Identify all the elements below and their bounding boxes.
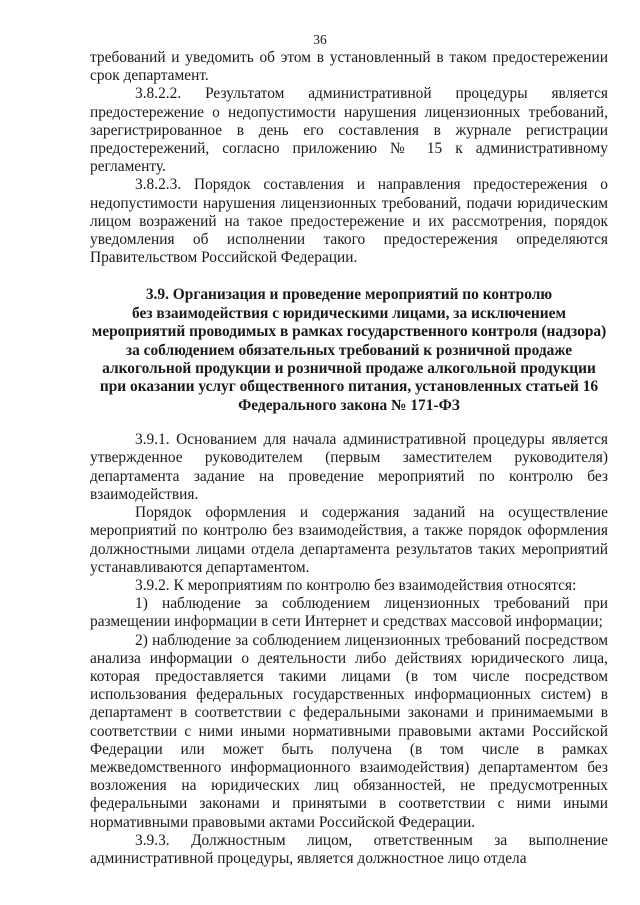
heading-line: алкогольной продукции и розничной продаже алкогольной продукции <box>102 360 596 378</box>
paragraph-3-9-3: 3.9.3. Должностным лицом, ответственным за выполнение административной процедуры, является должностное лицо отдела <box>90 831 608 867</box>
section-heading-3-9 <box>90 286 608 415</box>
paragraph-3-8-2-3: 3.8.2.3. Порядок составления и направления предостережения о недопустимости нарушения лицензионных требований, подачи юридическим лицом возражений на такое предостережение и их рассмотрения, порядок уведомления об исполнении такого предостережения определяются Правительством Российской Федерации. <box>90 176 608 267</box>
heading-line: 3.9. Организация и проведение мероприятий по контролю <box>145 286 553 304</box>
document-body <box>90 49 608 868</box>
heading-line: при оказании услуг общественного питания, установленных статьей 16 <box>99 378 599 396</box>
page-number: 36 <box>313 32 327 47</box>
list-item-1: 1) наблюдение за соблюдением лицензионных требований при размещении информации в сети Интернет и средствах массовой информации; <box>90 595 608 631</box>
paragraph-3-8-2-2: 3.8.2.2. Результатом административной процедуры является предостережение о недопустимости нарушения лицензионных требований, зарегистрированное в день его составления в журнале регистрации предостережений, согласно приложению № 15 к административному регламенту. <box>90 85 608 176</box>
paragraph-procedure-order: Порядок оформления и содержания заданий на осуществление мероприятий по контролю без взаимодействия, а также порядок оформления должностными лицами отдела департамента результатов таких мероприятий устанавливаются департаментом. <box>90 504 608 576</box>
heading-line: без взаимодействия с юридическими лицами, за исключением <box>132 304 566 322</box>
paragraph-3-9-1: 3.9.1. Основанием для начала административной процедуры является утвержденное руководителем (первым заместителем руководителя) департамента задание на проведение мероприятий по контролю без взаимодействия. <box>90 431 608 503</box>
heading-line: мероприятий проводимых в рамках государственного контроля (надзора) <box>91 323 607 341</box>
paragraph-continuation: требований и уведомить об этом в установленный в таком предостережении срок департамент. <box>90 49 608 85</box>
list-item-2: 2) наблюдение за соблюдением лицензионных требований посредством анализа информации о деятельности либо действиях юридического лица, которая предоставляется такими лицами (в том числе посредством использования федеральных государственных информационных систем) в департамент в соответствии с федеральными законами и принимаемыми в соответствии с ними иными нормативными правовыми актами Российской Федерации или может быть получена (в том числе в рамках межведомственного информационного взаимодействия) департаментом без возложения на юридических лиц обязанностей, не предусмотренных федеральными законами и принятыми в соответствии с ними иными нормативными правовыми актами Российской Федерации. <box>90 631 608 831</box>
paragraph-3-9-2: 3.9.2. К мероприятиям по контролю без взаимодействия относятся: <box>135 576 577 594</box>
heading-line: за соблюдением обязательных требований к розничной продаже <box>125 341 573 359</box>
heading-line: Федерального закона № 171-ФЗ <box>238 396 460 414</box>
